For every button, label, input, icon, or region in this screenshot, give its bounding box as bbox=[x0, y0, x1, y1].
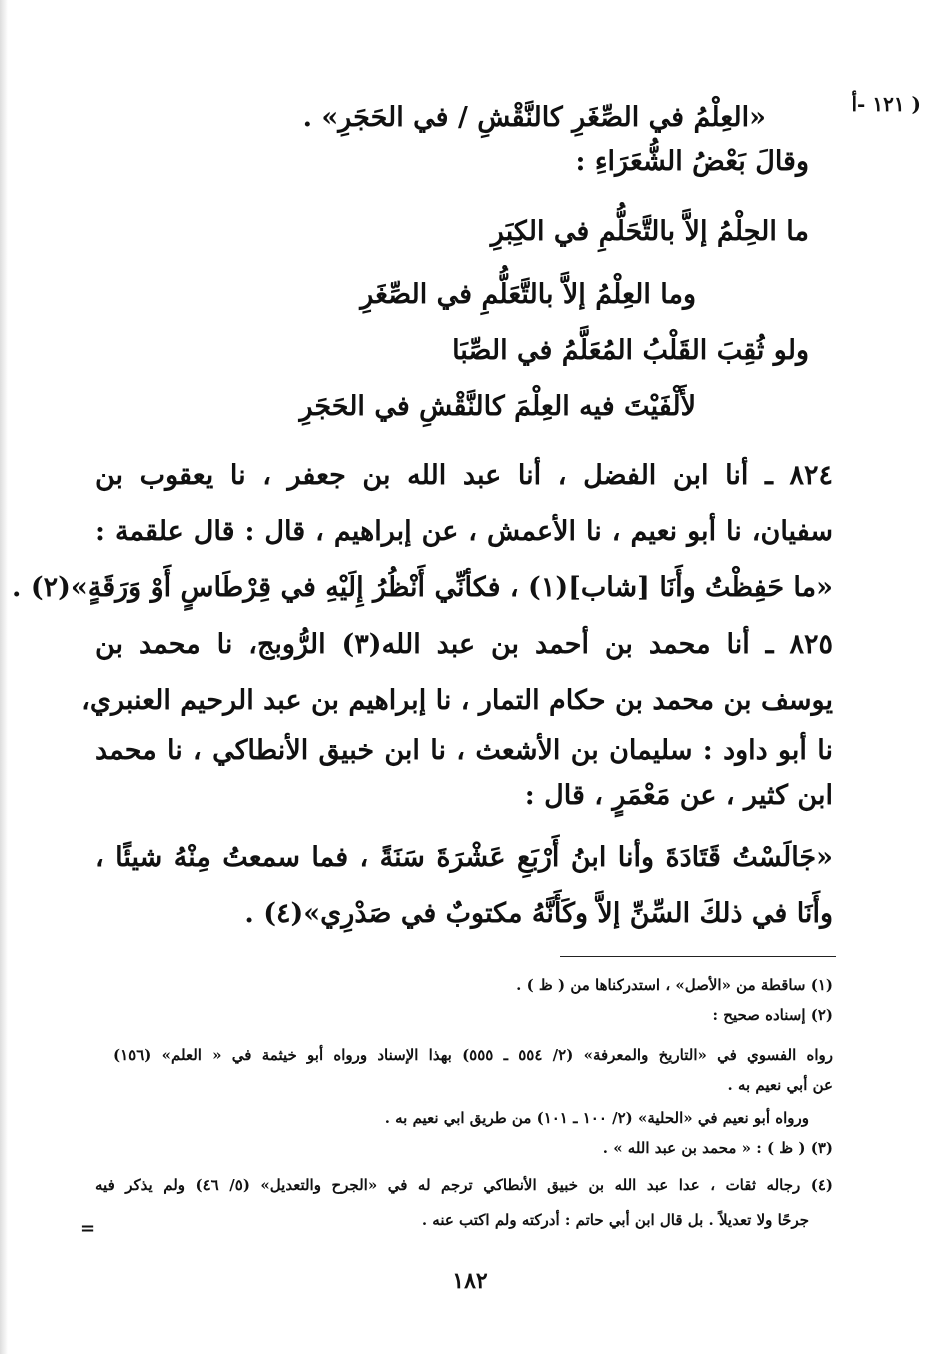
footnote-4-line-1: (٤) رجاله ثقات ، عدا عبد الله بن خبيق الأنطاكي ترجم له في «الجرح والتعديل» (٥/ ٤٦) ولم يذكر فيه bbox=[95, 1176, 834, 1194]
main-line-2: وقالَ بَعْضُ الشُّعَرَاءِ : bbox=[575, 146, 809, 177]
page-number: ١٨٢ bbox=[452, 1268, 488, 1294]
page-edge-shadow bbox=[0, 0, 8, 1354]
verse-line-4: لأَلْفَيْتَ فيه العِلْمَ كالنَّقْشِ في الحَجَرِ bbox=[299, 391, 696, 422]
hadith-824-line-2: سفيان، نا أبو نعيم ، نا الأعمش ، عن إبراهيم ، قال : قال علقمة : bbox=[95, 516, 833, 547]
footnote-2-heading: (٢) إسناده صحيح : bbox=[712, 1006, 833, 1024]
footnote-1: (١) ساقطة من «الأصل» ، استدركناها من ( ظ ) . bbox=[516, 976, 833, 994]
hadith-824-line-1: ٨٢٤ ـ أنا ابن الفضل ، أنا عبد الله بن جعفر ، نا يعقوب بن bbox=[95, 460, 833, 491]
footnote-2-line-1: رواه الفسوي في «التاريخ والمعرفة» (٢/ ٥٥٤ ـ ٥٥٥) بهذا الإسناد ورواه أبو خيثمة في « العلم» (١٥٦) bbox=[113, 1046, 834, 1064]
verse-line-2: وما العِلْمُ إلاَّ بالتَّعَلُّمِ في الصِّغَرِ bbox=[360, 279, 696, 310]
footnote-4-line-2: جرحًا ولا تعديلاً . بل قال ابن أبي حاتم : أدركته ولم اكتب عنه . bbox=[421, 1211, 809, 1229]
continuation-mark: = bbox=[80, 1218, 96, 1239]
hadith-825-quote-1: «جَالَسْتُ قَتَادَةَ وأنا ابنُ أَرْبَعِ عَشْرَةَ سَنَةً ، فما سمعتُ مِنْهُ شيئًا ، bbox=[95, 842, 833, 873]
verse-line-3: ولو ثُقِبَ القَلْبُ المُعَلَّمُ في الصِّبَا bbox=[452, 335, 809, 366]
hadith-825-line-4: ابن كثير ، عن مَعْمَرٍ ، قال : bbox=[524, 780, 833, 811]
footnote-2-line-2: عن أبي نعيم به . bbox=[727, 1076, 833, 1094]
main-line-1: «العِلْمُ في الصِّغَرِ كالنَّقْشِ / في الحَجَرِ» . bbox=[302, 102, 766, 133]
footnote-2-line-3: ورواه أبو نعيم في «الحلية» (٢/ ١٠٠ ـ ١٠١) من طريق ابي نعيم به . bbox=[384, 1109, 809, 1127]
hadith-825-quote-2: وأَنَا في ذلكَ السِّنِّ إلاَّ وكَأَنَّهُ مكتوبٌ في صَدْرِي»(٤) . bbox=[244, 898, 833, 929]
hadith-825-line-1: ٨٢٥ ـ أنا محمد بن أحمد بن عبد الله(٣) الرُّوبج، نا محمد بن bbox=[95, 629, 833, 660]
verse-line-1: ما الحِلْمُ إلاَّ بالتَّحَلُّمِ في الكِبَرِ bbox=[490, 216, 809, 247]
hadith-824-quote: «ما حَفِظْتُ وأَنَا [شاب](١) ، فكأنِّي أَنْظُرُ إِلَيْهِ في قِرْطَاسٍ أَوْ وَرَقَةٍ»(٢) . bbox=[12, 572, 833, 603]
footnote-3: (٣) ( ظ ) : « محمد بن عبد الله » . bbox=[602, 1139, 833, 1157]
hadith-825-line-2: يوسف بن محمد بن حكام التمار ، نا إبراهيم بن عبد الرحيم العنبري، bbox=[81, 685, 833, 716]
footnote-separator bbox=[560, 956, 836, 957]
margin-manuscript-marker: ( ١٢١ -أ bbox=[851, 92, 921, 116]
hadith-825-line-3: نا أبو داود : سليمان بن الأشعث ، نا ابن خبيق الأنطاكي ، نا محمد bbox=[95, 735, 833, 766]
